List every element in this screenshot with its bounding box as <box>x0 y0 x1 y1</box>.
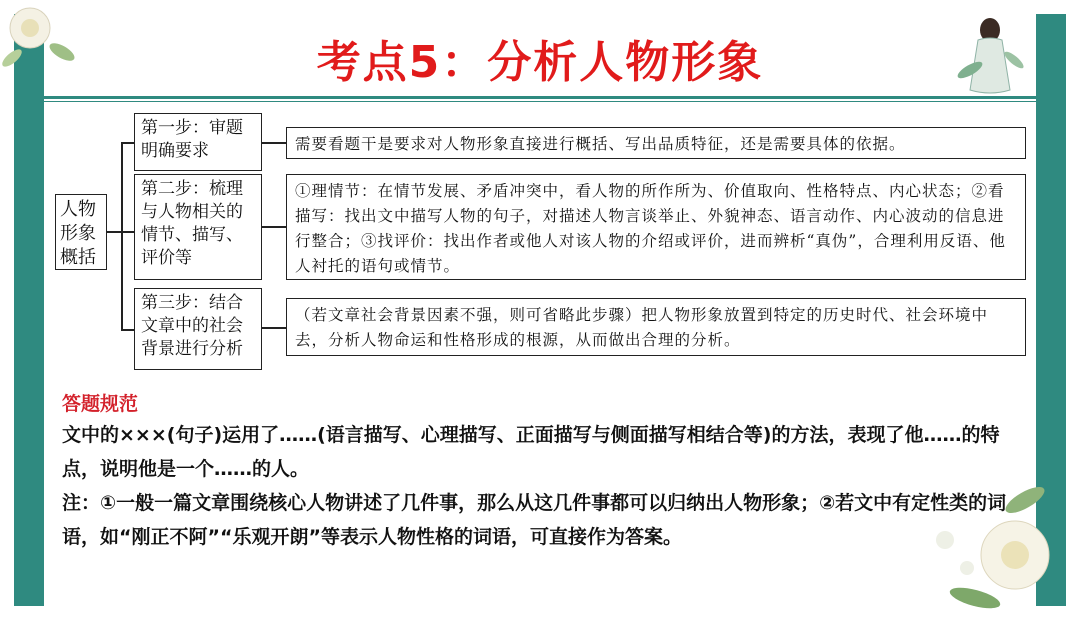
connector-trunk <box>121 142 123 329</box>
answer-heading: 答题规范 <box>62 393 139 415</box>
left-border <box>14 14 44 606</box>
connector-step1 <box>121 142 134 144</box>
connector-step3 <box>121 329 134 331</box>
connector-detail2 <box>262 226 286 228</box>
title-divider-thin <box>44 101 1036 102</box>
connector-detail3 <box>262 327 286 329</box>
connector-detail1 <box>262 142 286 144</box>
connector-root <box>107 231 121 233</box>
step1-box: 第一步：审题明确要求 <box>134 113 262 171</box>
title-divider <box>44 96 1036 99</box>
answer-note: 注：①一般一篇文章围绕核心人物讲述了几件事，那么从这几件事都可以归纳出人物形象；②若文中有定性类的词语，如“刚正不阿”“乐观开朗”等表示人物性格的词语，可直接作为答案。 <box>62 492 1007 548</box>
step3-detail: （若文章社会背景因素不强，则可省略此步骤）把人物形象放置到特定的历史时代、社会环境中去，分析人物命运和性格形成的根源，从而做出合理的分析。 <box>286 298 1026 356</box>
page-title: 考点5：分析人物形象 <box>316 37 764 88</box>
answer-template: 文中的×××(句子)运用了……(语言描写、心理描写、正面描写与侧面描写相结合等)的方法，表现了他……的特点，说明他是一个……的人。 <box>62 424 1000 480</box>
step2-detail: ①理情节：在情节发展、矛盾冲突中，看人物的所作所为、价值取向、性格特点、内心状态；②看描写：找出文中描写人物的句子，对描述人物言谈举止、外貌神态、语言动作、内心波动的信息进行整合；③找评价：找出作者或他人对该人物的介绍或评价，进而辨析“真伪”，合理利用反语、他人衬托的语句或情节。 <box>286 174 1026 280</box>
step2-box: 第二步：梳理与人物相关的情节、描写、评价等 <box>134 174 262 280</box>
connector-step2 <box>121 231 134 233</box>
root-box: 人物形象概括 <box>55 194 107 270</box>
step3-box: 第三步：结合文章中的社会背景进行分析 <box>134 288 262 370</box>
step1-detail: 需要看题干是要求对人物形象直接进行概括、写出品质特征，还是需要具体的依据。 <box>286 127 1026 159</box>
